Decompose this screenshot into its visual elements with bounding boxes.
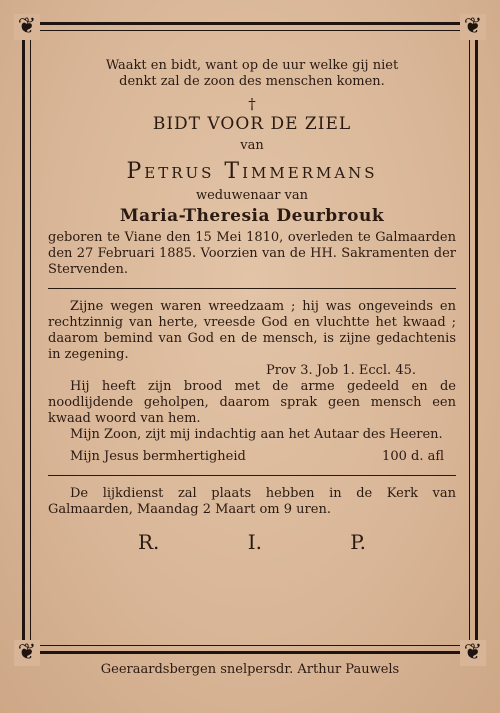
divider xyxy=(48,475,456,476)
corner-ornament-icon: ❦ xyxy=(14,640,40,666)
spouse-name: Maria-Theresia Deurbrouk xyxy=(119,206,385,226)
prayer-row xyxy=(48,449,456,465)
widower-label: weduwenaar van xyxy=(195,188,309,203)
corner-ornament-icon: ❦ xyxy=(14,14,40,40)
paragraph-2: Hij heeft zijn brood met de arme gedeeld en de noodlijdende geholpen, daarom sprak geen mensch een kwaad woord van hem. xyxy=(48,379,456,426)
divider xyxy=(48,288,456,289)
van-label: van xyxy=(240,138,264,153)
service-notice: De lijkdienst zal plaats hebben in de Kerk van Galmaarden, Maandag 2 Maart om 9 uren. xyxy=(48,486,456,517)
card-content xyxy=(48,58,456,554)
prayer-text: Mijn Jesus bermhertigheid xyxy=(70,449,246,464)
life-details: geboren te Viane den 15 Mei 1810, overleden te Galmaarden den 27 Februari 1885. Voorzien van de HH. Sakramenten der Stervenden. xyxy=(48,230,456,277)
rip-letter: R. xyxy=(138,530,160,554)
rip-letter: I. xyxy=(247,530,262,554)
deceased-name: Petrus Timmermans xyxy=(126,159,378,184)
heading: BIDT VOOR DE ZIEL xyxy=(152,114,352,134)
indulgence-text: 100 d. afl xyxy=(382,449,444,464)
corner-ornament-icon: ❦ xyxy=(460,14,486,40)
paragraph-1: Zijne wegen waren wreedzaam ; hij was ongeveinds en rechtzinnig van herte, vreesde God en vluchtte het kwaad ; daarom bemind van God en de mensch, is zijne gedachtenis in zegening. xyxy=(48,299,456,362)
rip-letters xyxy=(48,530,456,554)
printer-credit: Geeraardsbergen snelpersdr. Arthur Pauwels xyxy=(100,662,400,677)
verse-line-2: denkt zal de zoon des menschen komen. xyxy=(119,74,385,89)
rip-letter: P. xyxy=(350,530,366,554)
verse-line-1: Waakt en bidt, want op de uur welke gij niet xyxy=(105,58,399,73)
cross-icon: † xyxy=(248,95,256,113)
corner-ornament-icon: ❦ xyxy=(460,640,486,666)
bible-references: Prov 3. Job 1. Eccl. 45. xyxy=(266,363,416,378)
paragraph-3: Mijn Zoon, zijt mij indachtig aan het Autaar des Heeren. xyxy=(70,427,443,442)
